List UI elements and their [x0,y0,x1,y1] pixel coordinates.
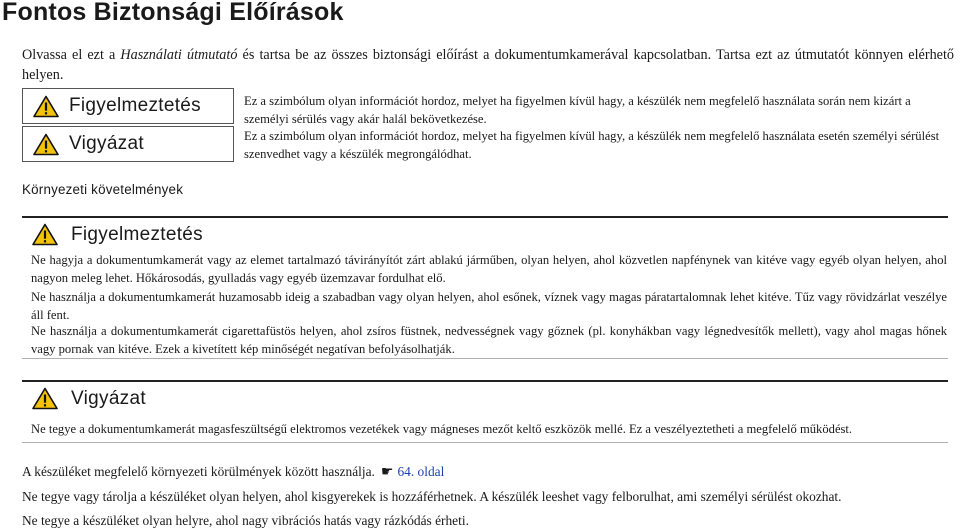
symbol-cell [22,88,234,124]
warning-paragraph: Ne hagyja a dokumentumkamerát vagy az elemet tartalmazó távirányítót zárt ablakú járműben, olyan helyen, ahol közvetlen napfénynek van kitéve vagy egyéb olyan helyen, ahol nagyon meleg lehet. Hőkárosodás, gyulladás vagy egyéb üzemzavar fordulhat elő. [31,253,947,285]
warning-box-header [32,223,203,246]
warning-box-title: Figyelmeztetés [71,223,203,245]
intro-text-end: és tartsa be az összes biztonsági előírást a dokumentumkamerával kapcsolatban. Tartsa ezt az útmutatót könnyen elérhető helyen. [22,47,954,83]
caution-box [22,380,948,443]
caution-box-header [32,387,146,410]
warning-triangle-icon [33,133,59,156]
warning-paragraph: Ne használja a dokumentumkamerát cigarettafüstös helyen, ahol zsíros füstnek, nedvességnek vagy gőznek (pl. konyhákban vagy légnedvesítők mellett), vagy ahol magas hőnek vagy pornak van kitéve. Ezek a kivetített kép minőségét negatívan befolyásolhatják. [31,324,947,356]
manual-name: Használati útmutató [120,47,238,63]
symbol-legend-table [22,88,952,162]
symbol-row-warning [22,88,952,124]
warning-paragraph: Ne használja a dokumentumkamerát huzamosabb ideig a szabadban vagy olyan helyen, ahol esőnek, víznek vagy magas páratartalomnak lehet kitéve. Tűz vagy rövidzárlat veszélye áll fent. [31,290,947,322]
warning-triangle-icon [32,387,58,410]
symbol-label: Vigyázat [69,133,144,154]
intro-paragraph [22,45,954,85]
symbol-description: Ez a szimbólum olyan információt hordoz, melyet ha figyelmen kívül hagy, a készülék nem megfelelő használata esetén személyi sérülést szenvedhet vagy a készülék megrongálódhat. [244,129,940,161]
symbol-cell [22,126,234,162]
warning-triangle-icon [33,95,59,118]
caution-box-title: Vigyázat [71,387,146,409]
intro-text-start: Olvassa el ezt a [22,47,121,63]
page-title: Fontos Biztonsági Előírások [2,0,344,26]
body-paragraph: Ne tegye a készüléket olyan helyre, ahol nagy vibrációs hatás vagy rázkódás érheti. [22,513,469,528]
symbol-description: Ez a szimbólum olyan információt hordoz, melyet ha figyelmen kívül hagy, a készülék nem megfelelő használata során nem kizárt a személyi sérülés vagy akár halál bekövetkezése. [244,94,911,126]
symbol-row-caution [22,126,952,162]
conditions-text: A készüléket megfelelő környezeti körülmények között használja. [22,464,375,479]
page-64-link[interactable]: 64. oldal [397,464,445,479]
body-paragraph: Ne tegye vagy tárolja a készüléket olyan helyen, ahol kisgyerekek is hozzáférhetnek. A készülék leeshet vagy felborulhat, ami személyi sérülést okozhat. [22,489,842,504]
section-heading: Környezeti követelmények [22,182,184,197]
caution-paragraph: Ne tegye a dokumentumkamerát magasfeszültségű elektromos vezetékek vagy mágneses mezőt keltő eszközök mellé. Ez a veszélyeztetheti a megfelelő működést. [31,422,853,436]
warning-triangle-icon [32,223,58,246]
warning-box [22,216,948,359]
conditions-paragraph [22,463,952,481]
symbol-label: Figyelmeztetés [69,95,201,116]
pointing-hand-icon: ☛ [380,464,394,480]
